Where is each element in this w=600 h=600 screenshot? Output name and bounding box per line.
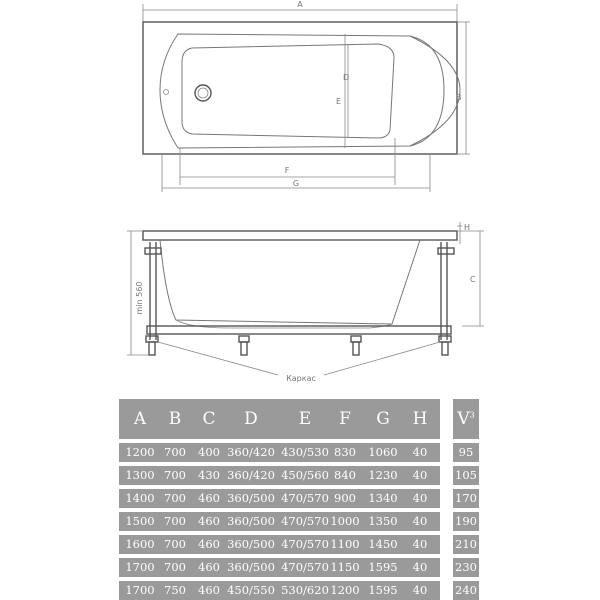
table-cell: 750	[164, 583, 186, 597]
dim-label-c: C	[470, 275, 476, 284]
table-cell: 460	[198, 537, 220, 551]
table-cell: 450/550	[227, 583, 275, 597]
volume-cell-bg	[453, 581, 479, 600]
dim-label-h: H	[464, 223, 471, 232]
header-g: G	[376, 409, 390, 429]
table-header	[119, 399, 440, 439]
tub-basin	[182, 44, 394, 138]
tub-body	[160, 240, 420, 324]
table-cell: 1450	[368, 537, 398, 551]
dim-label-f: F	[284, 166, 290, 175]
table-cell: 1100	[330, 537, 360, 551]
table-cell: 460	[198, 560, 220, 574]
dim-label-b: B	[456, 93, 462, 102]
table-cell: 1700	[125, 560, 155, 574]
table-cell: 470/570	[281, 491, 329, 505]
table-cell: 900	[334, 491, 356, 505]
volume-cell: 170	[455, 491, 477, 505]
table-cell: 460	[198, 514, 220, 528]
table-cell: 530/620	[281, 583, 329, 597]
volume-cell-bg	[453, 466, 479, 485]
table-row	[119, 512, 440, 531]
dim-label-d: D	[343, 73, 350, 82]
volume-cell-bg	[453, 535, 479, 554]
table-cell: 40	[412, 491, 428, 505]
table-cell: 1500	[125, 514, 155, 528]
dim-label-e: E	[336, 97, 342, 106]
table-cell: 40	[412, 560, 428, 574]
table-cell: 1060	[368, 445, 398, 459]
header-e: E	[298, 409, 312, 429]
table-cell: 1300	[125, 468, 155, 482]
side-view	[127, 222, 484, 383]
table-row	[119, 443, 440, 462]
table-cell: 360/500	[227, 514, 275, 528]
table-cell: 1200	[330, 583, 360, 597]
table-row	[119, 489, 440, 508]
table-cell: 360/500	[227, 560, 275, 574]
table-cell: 360/500	[227, 491, 275, 505]
table-cell: 700	[164, 514, 186, 528]
volume-cell: 230	[455, 560, 477, 574]
table-cell: 700	[164, 491, 186, 505]
table-cell: 460	[198, 583, 220, 597]
header-h: H	[412, 409, 428, 429]
tub-rim-top	[143, 22, 457, 154]
header-d: D	[244, 409, 258, 429]
tub-rim-side	[143, 231, 457, 240]
overflow-icon	[164, 90, 169, 95]
volume-cell: 105	[455, 468, 477, 482]
header-volume: $V^3$	[457, 409, 475, 429]
table-cell: 1340	[368, 491, 398, 505]
tub-inner-outline	[160, 34, 444, 148]
volume-cell: 95	[458, 445, 474, 459]
table-cell: 700	[164, 468, 186, 482]
dim-label-a: A	[297, 0, 303, 9]
table-cell: 1150	[330, 560, 360, 574]
table-cell: 1000	[330, 514, 360, 528]
frame-label: Каркас	[286, 374, 316, 383]
table-cell: 1595	[368, 560, 398, 574]
table-cell: 470/570	[281, 514, 329, 528]
top-view	[143, 0, 470, 192]
table-cell: 840	[334, 468, 356, 482]
header-b: B	[168, 409, 182, 429]
table-cell: 40	[412, 468, 428, 482]
table-cell: 700	[164, 537, 186, 551]
volume-cell-bg	[453, 489, 479, 508]
header-f: F	[339, 409, 351, 429]
table-cell: 470/570	[281, 537, 329, 551]
volume-cell-bg	[453, 443, 479, 462]
table-cell: 1350	[368, 514, 398, 528]
table-cell: 360/500	[227, 537, 275, 551]
dim-label-min: min 560	[135, 281, 144, 315]
table-cell: 700	[164, 560, 186, 574]
table-header-volume	[453, 399, 479, 439]
volume-cell: 240	[455, 583, 477, 597]
table-cell: 1600	[125, 537, 155, 551]
frame-base	[147, 326, 451, 334]
table-cell: 470/570	[281, 560, 329, 574]
table-cell: 400	[198, 445, 220, 459]
table-cell: 1200	[125, 445, 155, 459]
header-c: C	[202, 409, 216, 429]
volume-cell-bg	[453, 512, 479, 531]
table-cell: 40	[412, 583, 428, 597]
table-cell: 1595	[368, 583, 398, 597]
table-row	[119, 581, 440, 600]
table-row	[119, 558, 440, 577]
volume-cell: 210	[455, 537, 477, 551]
table-row	[119, 535, 440, 554]
table-cell: 360/420	[227, 445, 275, 459]
table-cell: 1400	[125, 491, 155, 505]
drain-icon	[195, 85, 211, 101]
volume-cell: 190	[455, 514, 477, 528]
table-row	[119, 466, 440, 485]
table-cell: 430	[198, 468, 220, 482]
table-cell: 1230	[368, 468, 398, 482]
table-cell: 830	[334, 445, 356, 459]
table-cell: 700	[164, 445, 186, 459]
table-cell: 450/560	[281, 468, 329, 482]
header-a: A	[133, 409, 147, 429]
volume-cell-bg	[453, 558, 479, 577]
table-cell: 430/530	[281, 445, 329, 459]
dim-label-g: G	[292, 179, 300, 188]
table-cell: 460	[198, 491, 220, 505]
table-cell: 1700	[125, 583, 155, 597]
table-cell: 40	[412, 445, 428, 459]
table-cell: 40	[412, 537, 428, 551]
table-cell: 40	[412, 514, 428, 528]
table-cell: 360/420	[227, 468, 275, 482]
